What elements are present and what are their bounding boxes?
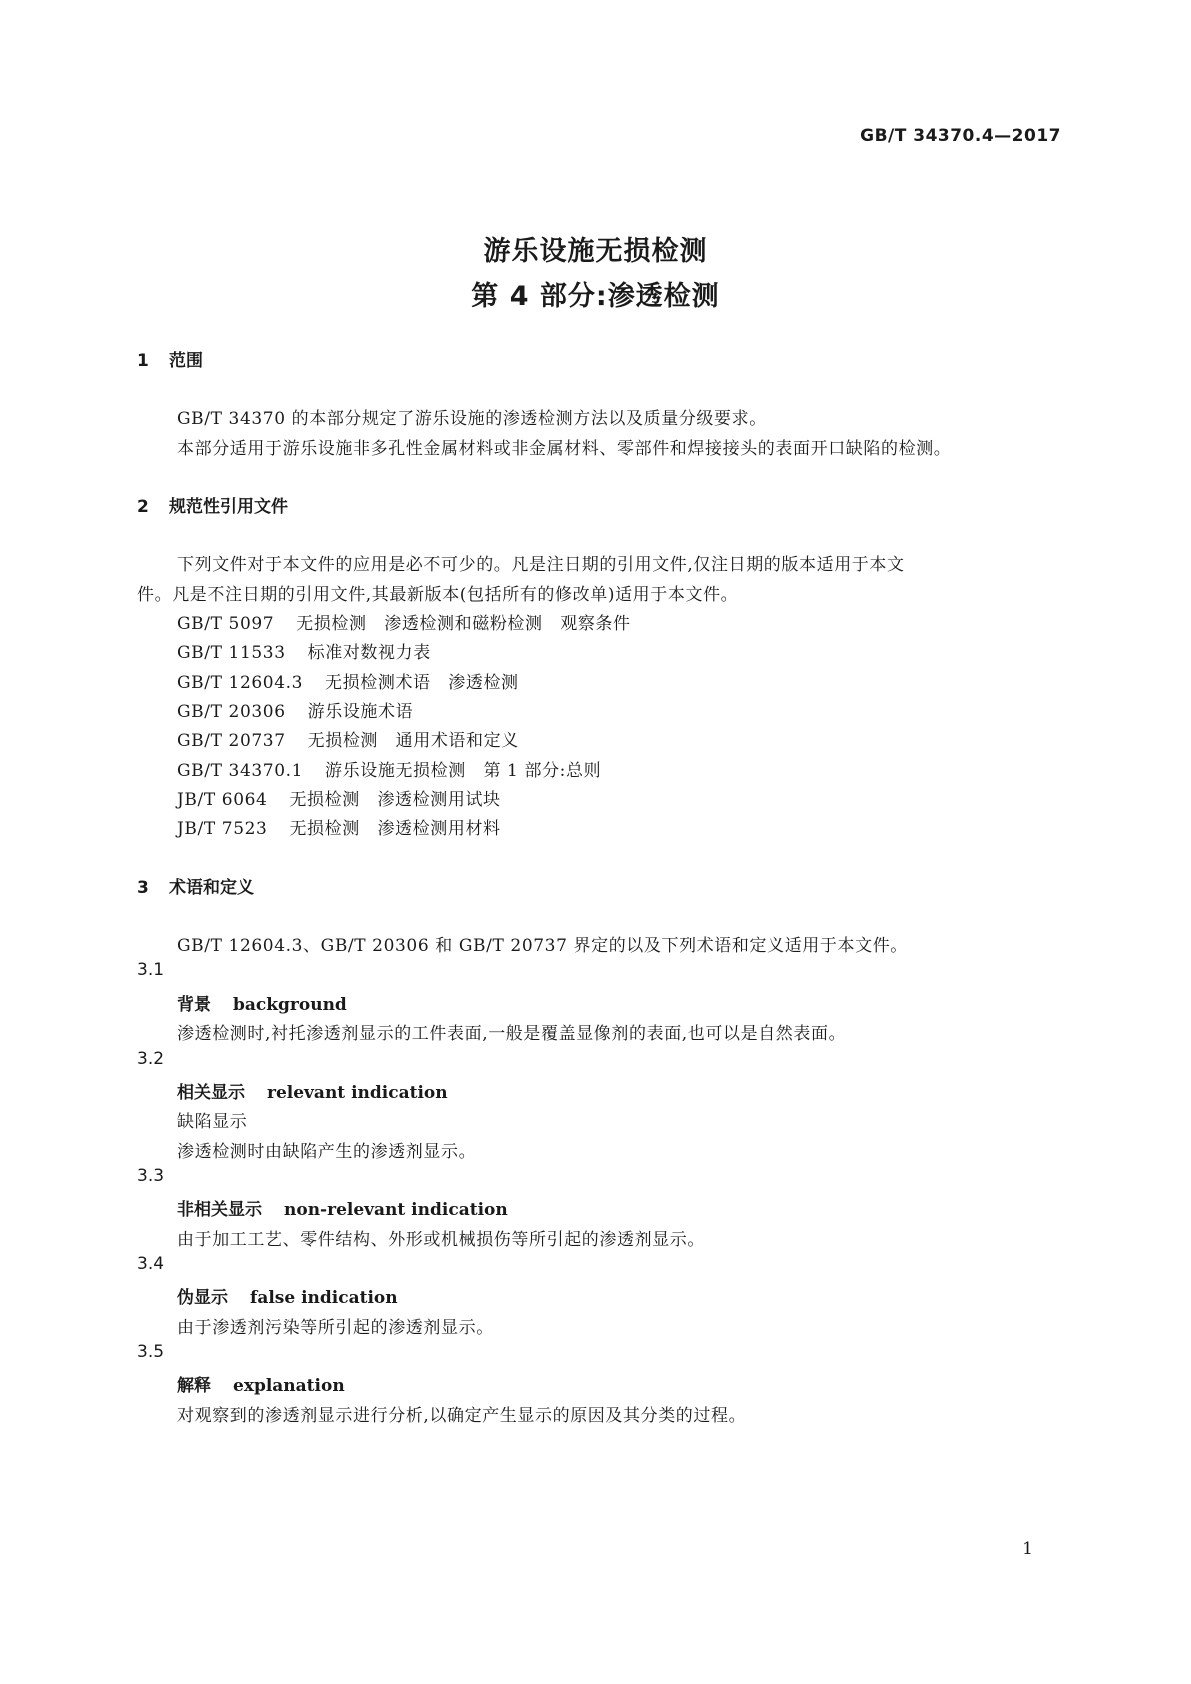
references-intro-line-2: 件。凡是不注日期的引用文件,其最新版本(包括所有的修改单)适用于本文件。 — [137, 585, 739, 605]
term-heading — [177, 1371, 345, 1396]
section-2-heading — [137, 492, 288, 517]
reference-title: 无损检测 渗透检测用试块 — [289, 790, 501, 810]
section-number: 2 — [137, 497, 149, 517]
reference-title: 无损检测术语 渗透检测 — [325, 673, 519, 693]
page-number: 1 — [1022, 1539, 1033, 1559]
reference-title: 游乐设施术语 — [307, 702, 414, 722]
reference-code: GB/T 11533 — [177, 643, 286, 663]
term-synonym: 缺陷显示 — [177, 1112, 248, 1132]
reference-title: 无损检测 渗透检测用材料 — [289, 819, 501, 839]
term-en: relevant indication — [267, 1083, 448, 1103]
reference-code: GB/T 20306 — [177, 702, 286, 722]
clause-number: 3.3 — [137, 1166, 165, 1186]
terms-intro: GB/T 12604.3、GB/T 20306 和 GB/T 20737 界定的以及下列术语和定义适用于本文件。 — [177, 936, 908, 956]
term-heading — [177, 1195, 508, 1220]
section-3-heading — [137, 873, 254, 898]
reference-title: 无损检测 渗透检测和磁粉检测 观察条件 — [296, 614, 631, 634]
reference-item — [177, 609, 631, 634]
document-subtitle: 第 4 部分:渗透检测 — [471, 281, 720, 312]
reference-item — [177, 814, 501, 839]
reference-item — [177, 756, 601, 781]
term-heading — [177, 990, 347, 1015]
reference-title: 标准对数视力表 — [307, 643, 431, 663]
standard-code: GB/T 34370.4—2017 — [860, 126, 1061, 146]
reference-code: JB/T 6064 — [177, 790, 268, 810]
clause-number: 3.4 — [137, 1254, 165, 1274]
term-zh: 解释 — [177, 1376, 211, 1396]
term-en: background — [233, 995, 347, 1015]
reference-item — [177, 697, 413, 722]
term-definition: 由于渗透剂污染等所引起的渗透剂显示。 — [177, 1318, 494, 1338]
term-definition: 由于加工工艺、零件结构、外形或机械损伤等所引起的渗透剂显示。 — [177, 1230, 705, 1250]
section-title: 术语和定义 — [169, 878, 254, 898]
reference-item — [177, 638, 431, 663]
scope-paragraph-2: 本部分适用于游乐设施非多孔性金属材料或非金属材料、零部件和焊接接头的表面开口缺陷的检测。 — [177, 439, 952, 459]
document-title: 游乐设施无损检测 — [483, 236, 708, 267]
section-number: 1 — [137, 351, 149, 371]
term-definition: 渗透检测时,衬托渗透剂显示的工件表面,一般是覆盖显像剂的表面,也可以是自然表面。 — [177, 1024, 847, 1044]
reference-item — [177, 785, 501, 810]
clause-number: 3.2 — [137, 1049, 165, 1069]
clause-number: 3.1 — [137, 960, 165, 980]
reference-title: 游乐设施无损检测 第 1 部分:总则 — [325, 761, 602, 781]
clause-number: 3.5 — [137, 1342, 165, 1362]
term-en: non-relevant indication — [284, 1200, 508, 1220]
term-zh: 相关显示 — [177, 1083, 245, 1103]
scope-paragraph-1: GB/T 34370 的本部分规定了游乐设施的渗透检测方法以及质量分级要求。 — [177, 409, 767, 429]
term-zh: 背景 — [177, 995, 211, 1015]
reference-code: GB/T 12604.3 — [177, 673, 304, 693]
term-zh: 非相关显示 — [177, 1200, 262, 1220]
references-intro-line-1: 下列文件对于本文件的应用是必不可少的。凡是注日期的引用文件,仅注日期的版本适用于本文 — [177, 555, 905, 575]
reference-code: GB/T 5097 — [177, 614, 275, 634]
term-definition: 渗透检测时由缺陷产生的渗透剂显示。 — [177, 1142, 477, 1162]
term-heading — [177, 1078, 448, 1103]
term-en: false indication — [250, 1288, 398, 1308]
reference-item — [177, 668, 519, 693]
term-zh: 伪显示 — [177, 1288, 228, 1308]
reference-code: JB/T 7523 — [177, 819, 268, 839]
reference-title: 无损检测 通用术语和定义 — [307, 731, 519, 751]
reference-code: GB/T 34370.1 — [177, 761, 304, 781]
term-en: explanation — [233, 1376, 345, 1396]
term-definition: 对观察到的渗透剂显示进行分析,以确定产生显示的原因及其分类的过程。 — [177, 1406, 747, 1426]
term-heading — [177, 1283, 398, 1308]
section-number: 3 — [137, 878, 149, 898]
section-1-heading — [137, 346, 203, 371]
reference-code: GB/T 20737 — [177, 731, 286, 751]
section-title: 规范性引用文件 — [169, 497, 288, 517]
reference-item — [177, 726, 519, 751]
section-title: 范围 — [169, 351, 203, 371]
